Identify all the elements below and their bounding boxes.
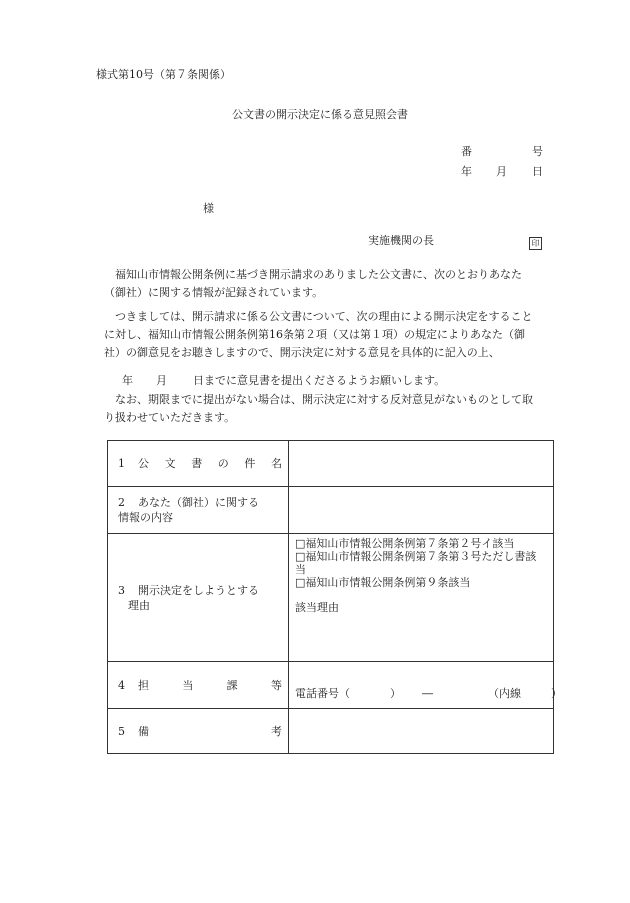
opinion-table bbox=[107, 440, 562, 754]
table-row bbox=[108, 662, 554, 709]
row2-value-field[interactable] bbox=[289, 487, 554, 534]
row4-label: 4 担 当 課 等 bbox=[108, 662, 289, 709]
checkbox-article7-2i[interactable]: □福知山市情報公開条例第７条第２号イ該当 bbox=[295, 537, 515, 550]
table-row bbox=[108, 534, 554, 662]
row5-label: 5 備 考 bbox=[108, 709, 289, 754]
table-row bbox=[108, 441, 554, 487]
checkbox-article7-3[interactable]: □福知山市情報公開条例第７条第３号ただし書該当 bbox=[295, 550, 537, 576]
row3-value-field[interactable] bbox=[289, 534, 554, 662]
paragraph-3: なお、期限までに提出がない場合は、開示決定に対する反対意見がないものとして取 り扱わせていただきます。 bbox=[104, 393, 533, 424]
table-row bbox=[108, 487, 554, 534]
date-day: 日 bbox=[532, 165, 543, 178]
date-year: 年 bbox=[461, 165, 472, 178]
date-month: 月 bbox=[496, 165, 507, 178]
row2-label: 2 あなた（御社）に関する 情報の内容 bbox=[108, 487, 289, 534]
deadline-month: 月 bbox=[156, 374, 167, 387]
table-row bbox=[108, 709, 554, 754]
deadline-text: 日までに意見書を提出くださるようお願いします。 bbox=[193, 374, 446, 387]
row1-value-field[interactable] bbox=[289, 441, 554, 487]
row4-value-field[interactable] bbox=[289, 662, 562, 709]
sender-label: 実施機関の長 bbox=[368, 234, 434, 247]
row3-label: 3 開示決定をしようとする 理由 bbox=[108, 534, 289, 662]
row5-value-field[interactable] bbox=[289, 709, 554, 754]
paragraph-2: つきましては、開示請求に係る公文書について、次の理由による開示決定をすること に対し、福知山市情報公開条例第16条第２項（又は第１項）の規定によりあなた（御 社）の御意見をお聴きしますので、開示決定に対する意見を具体的に記入の上、 bbox=[104, 310, 533, 359]
deadline-year: 年 bbox=[122, 374, 133, 387]
seal-mark: 印 bbox=[529, 235, 542, 251]
paragraph-1: 福知山市情報公開条例に基づき開示請求のありました公文書に、次のとおりあなた （御社）に関する情報が記録されています。 bbox=[104, 268, 522, 299]
row1-label: 1 公 文 書 の 件 名 bbox=[108, 441, 289, 487]
checkbox-article9[interactable]: □福知山市情報公開条例第９条該当 bbox=[295, 576, 471, 589]
phone-line: 電話番号（ ） ― （内線 ） bbox=[295, 687, 562, 700]
document-title: 公文書の開示決定に係る意見照会書 bbox=[232, 108, 408, 121]
reason-label: 該当理由 bbox=[295, 601, 339, 614]
addressee-suffix: 様 bbox=[203, 202, 214, 215]
ref-go: 号 bbox=[532, 145, 543, 158]
ref-ban: 番 bbox=[461, 145, 472, 158]
form-number: 様式第10号（第７条関係） bbox=[96, 68, 231, 81]
